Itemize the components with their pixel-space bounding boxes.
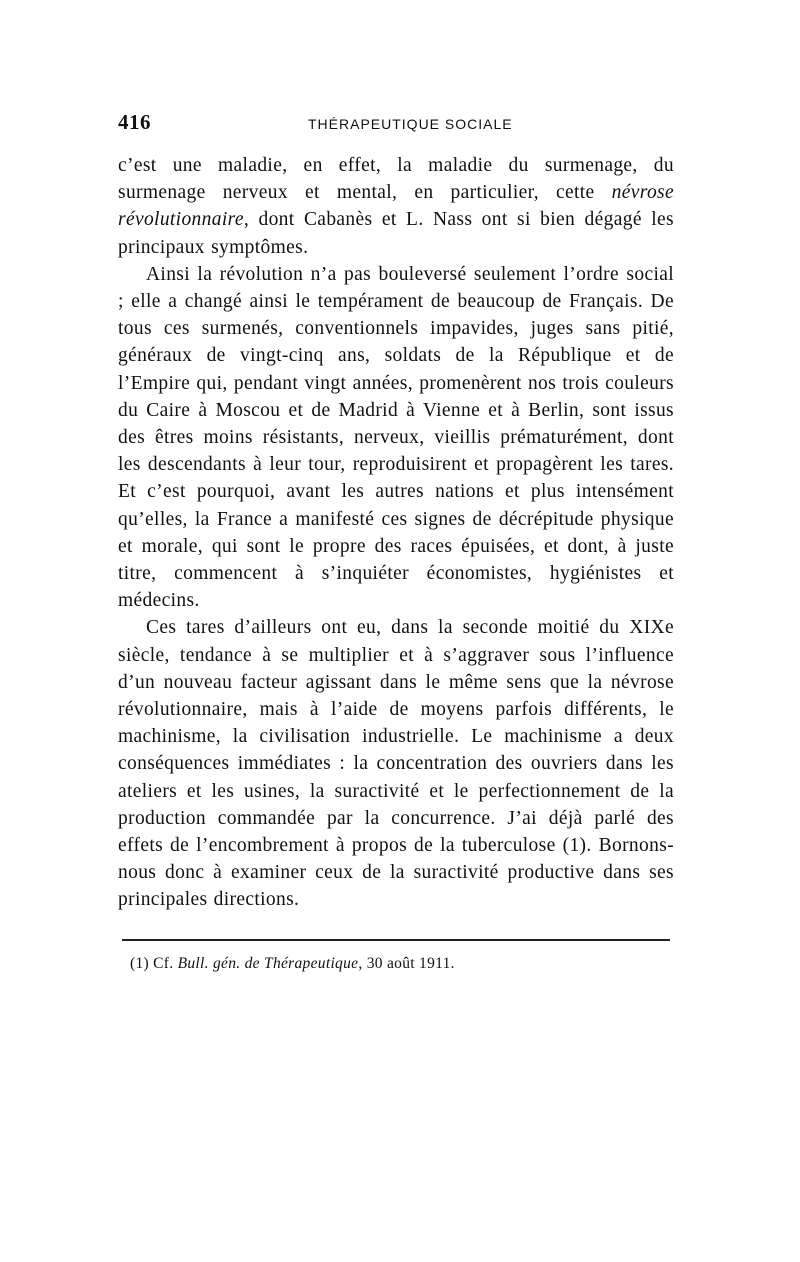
footnote-journal: Bull. gén. de Thérapeutique [177, 954, 359, 972]
paragraph-1-text-b: , dont Cabanès et L. Nass ont si bien dégagé les principaux symptômes. [118, 209, 674, 258]
footnote-rule [122, 939, 670, 941]
paragraph-3: Ces tares d’ailleurs ont eu, dans la seconde moitié du XIXe siècle, tendance à se multiplier et à s’aggraver sous l’influence d’un nouveau facteur agissant dans le même sens que la névrose révolutionnaire, mais à l’aide de moyens parfois différents, le machinisme, la civilisation industrielle. Le machinisme a deux conséquences immédiates : la concentration des ouvriers dans les ateliers et les usines, la suractivité et le perfectionnement de la production commandée par la concurrence. J’ai déjà parlé des effets de l’encombrement à propos de la tuberculose (1). Bornons-nous donc à examiner ceux de la suractivité productive dans ses principales directions. [118, 617, 674, 911]
paragraph-2: Ainsi la révolution n’a pas bouleversé seulement l’ordre social ; elle a changé ainsi le tempérament de beaucoup de Français. De tous ces surmenés, conventionnels impavides, juges sans pitié, généraux de vingt-cinq ans, soldats de la République et de l’Empire qui, pendant vingt années, promenèrent nos trois couleurs du Caire à Moscou et de Madrid à Vienne et à Berlin, sont issus des êtres moins résistants, nerveux, vieillis prématurément, dont les descendants à leur tour, reproduisirent et propagèrent les tares. Et c’est pourquoi, avant les autres nations et plus intensément qu’elles, la France a manifesté ces signes de décrépitude physique et morale, qui sont le propre des races épuisées, et dont, à juste titre, commencent à s’inquiéter économistes, hygiénistes et médecins. [118, 263, 674, 612]
footnote [130, 955, 674, 973]
paragraph-1-emphasis: névrose révolutionnaire [118, 182, 674, 231]
paragraph-1-text-a: c’est une maladie, en effet, la maladie du surmenage, du surmenage nerveux et mental, en particulier, cette [118, 155, 674, 204]
page-header [118, 110, 674, 138]
book-page [118, 110, 674, 973]
footnote-date: , 30 août 1911. [358, 954, 455, 972]
paragraph-1 [118, 152, 674, 261]
body-text [118, 152, 674, 914]
page-number: 416 [118, 110, 151, 134]
running-title: THÉRAPEUTIQUE SOCIALE [308, 116, 513, 132]
footnote-marker: (1) Cf. [130, 954, 178, 972]
